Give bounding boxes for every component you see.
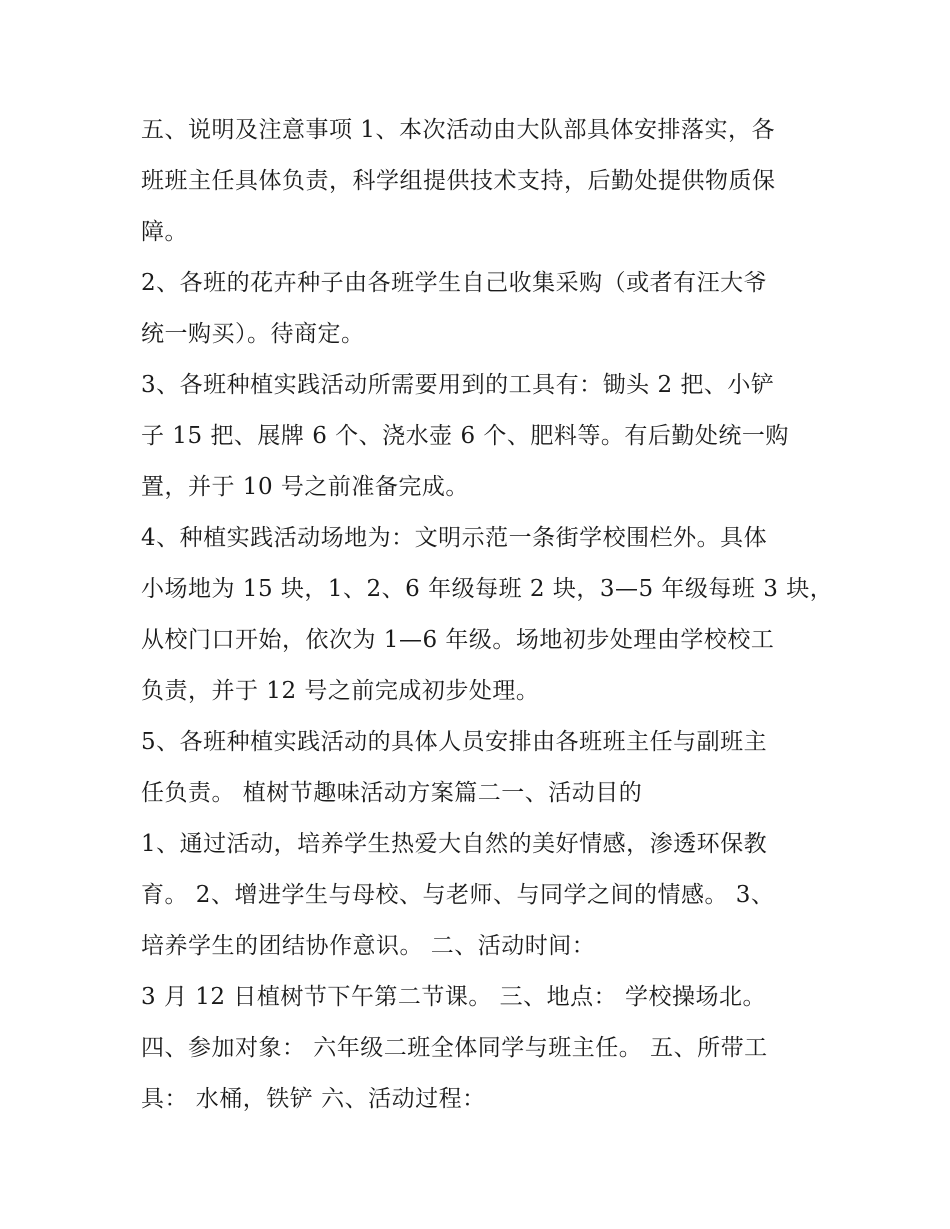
- text-line: 具： 水桶，铁铲 六、活动过程：: [141, 1086, 486, 1112]
- text-line: 统一购买）。待商定。: [141, 321, 365, 347]
- text-line: 班班主任具体负责，科学组提供技术支持，后勤处提供物质保: [141, 168, 776, 194]
- text-line: 3、各班种植实践活动所需要用到的工具有：锄头 2 把、小铲: [141, 372, 775, 398]
- text-line: 3 月 12 日植树节下午第二节课。 三、地点： 学校操场北。: [141, 984, 766, 1010]
- text-line: 从校门口开始，依次为 1—6 年级。场地初步处理由学校校工: [141, 627, 775, 653]
- document-body: [141, 105, 834, 1125]
- text-line: 负责，并于 12 号之前完成初步处理。: [141, 678, 540, 704]
- text-line: 2、各班的花卉种子由各班学生自己收集采购（或者有汪大爷: [141, 270, 768, 296]
- text-line: 5、各班种植实践活动的具体人员安排由各班班主任与副班主: [141, 729, 768, 755]
- text-line: 4、种植实践活动场地为：文明示范一条街学校围栏外。具体: [141, 525, 768, 551]
- text-line: 子 15 把、展牌 6 个、浇水壶 6 个、肥料等。有后勤处统一购: [141, 423, 789, 449]
- text-line: 四、参加对象： 六年级二班全体同学与班主任。 五、所带工: [141, 1035, 768, 1061]
- text-line: 1、通过活动，培养学生热爱大自然的美好情感，渗透环保教: [141, 831, 768, 857]
- text-line: 育。 2、增进学生与母校、与老师、与同学之间的情感。 3、: [141, 882, 775, 908]
- text-line: 障。: [141, 219, 188, 245]
- text-line: 任负责。 植树节趣味活动方案篇二一、活动目的: [141, 780, 643, 806]
- text-line: 置，并于 10 号之前准备完成。: [141, 474, 469, 500]
- text-line: 小场地为 15 块，1、2、6 年级每班 2 块，3—5 年级每班 3 块，: [141, 576, 834, 602]
- text-line: 培养学生的团结协作意识。 二、活动时间：: [141, 933, 596, 959]
- text-line: 五、说明及注意事项 1、本次活动由大队部具体安排落实，各: [141, 117, 775, 143]
